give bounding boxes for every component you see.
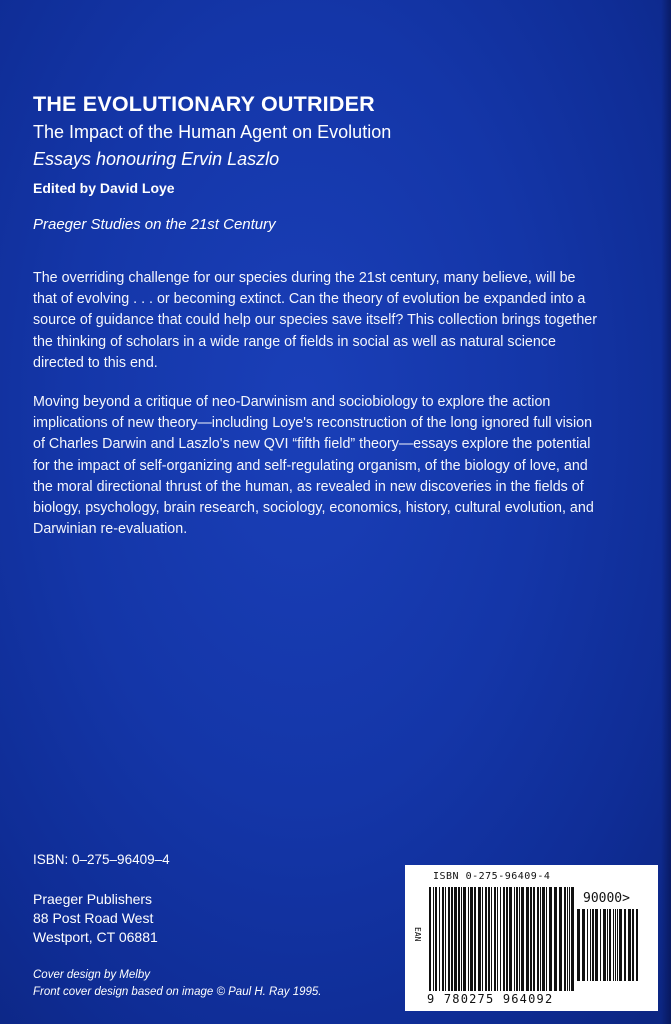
barcode-bar	[463, 887, 466, 991]
barcode-bar	[559, 887, 562, 991]
barcode-bar	[613, 909, 614, 981]
barcode-bar	[582, 909, 585, 981]
barcode-bar	[546, 887, 547, 991]
barcode-bar	[540, 887, 541, 991]
barcode-bar	[442, 887, 444, 991]
barcode-bar	[592, 909, 594, 981]
cover-design-credit: Cover design by Melby	[33, 969, 150, 981]
book-editor: Edited by David Loye	[33, 180, 175, 196]
blurb-paragraph-2: Moving beyond a critique of neo-Darwinism and sociobiology to explore the action implications of new theory—including Loye's reconstruction of the long ignored full vision of Charles Darwin and Laszlo's new QVI “fifth field” theory—essays explore the potential for the impact of self-organizing and self-regulating organism, of the biology of love, and the moral directional thrust of the human, as revealed in new discoveries in the fields of biology, psychology, brain research, sociology, economics, history, cultural evolution, and Darwinian re-evaluation.	[33, 394, 594, 538]
barcode-bar	[461, 887, 462, 991]
barcode-bar	[628, 909, 631, 981]
barcode-bar	[530, 887, 532, 991]
barcode-bar	[632, 909, 634, 981]
barcode-bar	[564, 887, 566, 991]
barcode-isbn: ISBN 0-275-96409-4	[433, 871, 551, 882]
publisher-city: Westport, CT 06881	[33, 929, 158, 945]
barcode-bar	[519, 887, 520, 991]
barcode-bar	[439, 887, 440, 991]
book-subtitle: The Impact of the Human Agent on Evolution	[33, 122, 392, 142]
barcode-bar	[571, 887, 574, 991]
barcode-bar	[569, 887, 570, 991]
barcode-bar	[433, 887, 434, 991]
barcode-bar	[478, 887, 481, 991]
ean-barcode-bars	[429, 887, 574, 991]
barcode-bar	[485, 887, 487, 991]
barcode-bar	[636, 909, 638, 981]
barcode-bar	[470, 887, 473, 991]
barcode-bar	[595, 909, 598, 981]
barcode-bar	[494, 887, 496, 991]
cover-edge-shadow	[661, 0, 671, 1024]
price-barcode-bars	[577, 909, 639, 981]
barcode-bar	[603, 909, 606, 981]
barcode-bar	[600, 909, 601, 981]
barcode-bar	[619, 909, 622, 981]
barcode-bar	[429, 887, 431, 991]
barcode-bar	[577, 909, 580, 981]
barcode-bar	[617, 909, 618, 981]
barcode-bar	[448, 887, 450, 991]
barcode-bar	[503, 887, 505, 991]
barcode-bar	[435, 887, 437, 991]
barcode-ean-label: EAN	[413, 927, 422, 942]
barcode-bar	[624, 909, 626, 981]
barcode-bar	[516, 887, 518, 991]
publisher-name: Praeger Publishers	[33, 891, 153, 907]
barcode-bar	[506, 887, 508, 991]
barcode-bar	[542, 887, 545, 991]
front-cover-credit: Front cover design based on image © Paul H. Ray 1995.	[33, 986, 322, 998]
barcode-bar	[567, 887, 568, 991]
cover-credits	[33, 967, 321, 1001]
barcode-bar	[537, 887, 539, 991]
barcode-bar	[500, 887, 501, 991]
barcode-bar	[458, 887, 460, 991]
barcode-bar	[474, 887, 476, 991]
barcode-bar	[607, 909, 608, 981]
barcode-digits: 9 780275 964092	[427, 992, 554, 1006]
barcode-price-code: 90000>	[583, 891, 630, 906]
barcode-bar	[509, 887, 512, 991]
book-dedication: Essays honouring Ervin Laszlo	[33, 149, 280, 169]
isbn-text: ISBN: 0–275–96409–4	[33, 852, 170, 867]
publisher-street: 88 Post Road West	[33, 910, 154, 926]
barcode-bar	[491, 887, 492, 991]
barcode-bar	[521, 887, 524, 991]
barcode-bar	[590, 909, 591, 981]
publisher-address	[33, 890, 158, 947]
barcode-bar	[488, 887, 490, 991]
book-series: Praeger Studies on the 21st Century	[33, 216, 276, 233]
barcode-bar	[526, 887, 529, 991]
barcode-bar	[445, 887, 446, 991]
barcode-bar	[468, 887, 469, 991]
barcode-bar	[587, 909, 588, 981]
blurb-paragraph-1: The overriding challenge for our species during the 21st century, many believe, will be that of evolving . . . or becoming extinct. Can the theory of evolution be expanded into a source of guidance that could help our species save itself? This collection brings together the thinking of scholars in a wide range of fields in social as well as natural science directed to this end.	[33, 270, 598, 371]
barcode-bar	[549, 887, 552, 991]
barcode-bar	[514, 887, 515, 991]
barcode-label	[405, 865, 658, 1011]
book-title: THE EVOLUTIONARY OUTRIDER	[33, 92, 375, 116]
barcode-bar	[609, 909, 611, 981]
barcode-bar	[482, 887, 483, 991]
barcode-bar	[533, 887, 535, 991]
barcode-bar	[454, 887, 457, 991]
barcode-bar	[497, 887, 498, 991]
barcode-bar	[451, 887, 453, 991]
barcode-bar	[615, 909, 616, 981]
barcode-bar	[554, 887, 557, 991]
